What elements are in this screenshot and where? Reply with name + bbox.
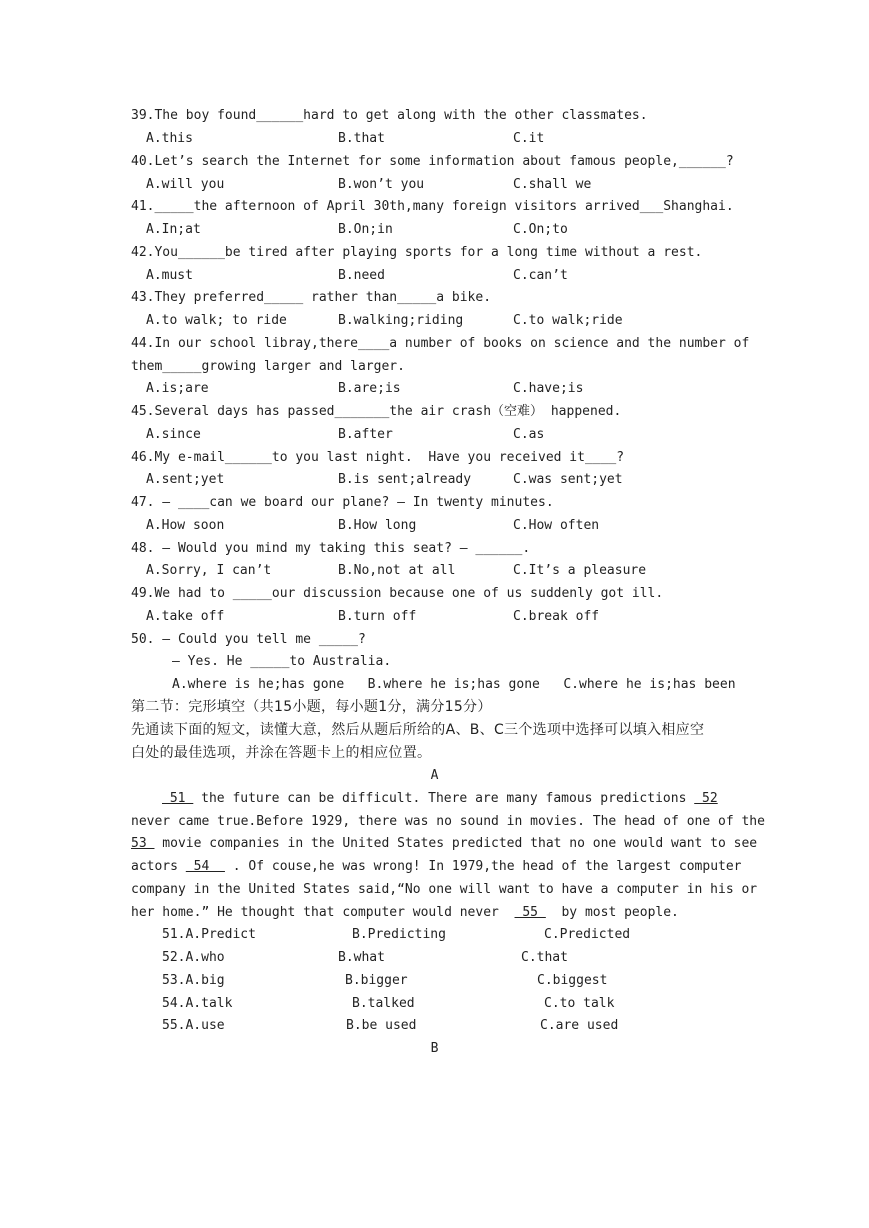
cloze-54-option-a: 54.A.talk bbox=[162, 996, 233, 1011]
cloze-53-option-a: 53.A.big bbox=[162, 973, 225, 988]
q43-option-a: A.to walk; to ride bbox=[146, 313, 287, 328]
q48-option-b: B.No,not at all bbox=[338, 563, 456, 578]
q49-option-a: A.take off bbox=[146, 609, 225, 624]
q46-option-b: B.is sent;already bbox=[338, 472, 472, 487]
question-50-options: A.where is he;has gone B.where he is;has gone C.where he is;has been bbox=[172, 677, 736, 692]
q45-option-c: C.as bbox=[513, 427, 545, 442]
section-2-instruction-line2: 白处的最佳选项，并涂在答题卡上的相应位置。 bbox=[131, 745, 432, 761]
cloze-52-option-b: B.what bbox=[338, 950, 385, 965]
q48-option-a: A.Sorry, I can’t bbox=[146, 563, 272, 578]
q42-option-c: C.can’t bbox=[513, 268, 568, 283]
question-46-stem: 46.My e-mail______to you last night. Have you received it____? bbox=[131, 450, 625, 465]
question-41-stem: 41._____the afternoon of April 30th,many foreign visitors arrived___Shanghai. bbox=[131, 199, 734, 214]
blank-52: 52 bbox=[694, 791, 718, 806]
question-40-stem: 40.Let’s search the Internet for some information about famous people,______? bbox=[131, 154, 734, 169]
q40-option-c: C.shall we bbox=[513, 177, 592, 192]
question-39-stem: 39.The boy found______hard to get along with the other classmates. bbox=[131, 108, 648, 123]
passage-a-line-2: never came true.Before 1929, there was no sound in movies. The head of one of the bbox=[131, 814, 765, 829]
question-48-stem: 48. — Would you mind my taking this seat? — ______. bbox=[131, 541, 531, 556]
passage-a-line-1 bbox=[162, 791, 718, 807]
passage-a-line-4 bbox=[131, 859, 742, 875]
section-2-heading: 第二节：完形填空（共15小题，每小题1分，满分15分） bbox=[131, 699, 492, 715]
q43-option-c: C.to walk;ride bbox=[513, 313, 623, 328]
q44-option-c: C.have;is bbox=[513, 381, 584, 396]
question-49-stem: 49.We had to _____our discussion because one of us suddenly got ill. bbox=[131, 586, 664, 601]
q42-option-b: B.need bbox=[338, 268, 385, 283]
q48-option-c: C.It’s a pleasure bbox=[513, 563, 647, 578]
cloze-55-option-b: B.be used bbox=[346, 1018, 417, 1033]
question-44-stem: 44.In our school libray,there____a number of books on science and the number of bbox=[131, 336, 750, 351]
blank-51: 51 bbox=[162, 791, 194, 806]
cloze-52-option-c: C.that bbox=[521, 950, 568, 965]
passage-a-line-6 bbox=[131, 905, 679, 921]
question-47-stem: 47. — ____can we board our plane? — In twenty minutes. bbox=[131, 495, 554, 510]
cloze-54-option-c: C.to talk bbox=[544, 996, 615, 1011]
q46-option-a: A.sent;yet bbox=[146, 472, 225, 487]
q41-option-c: C.On;to bbox=[513, 222, 568, 237]
passage-a-text: . Of couse,he was wrong! In 1979,the head of the largest computer bbox=[224, 859, 742, 874]
q45-option-b: B.after bbox=[338, 427, 393, 442]
question-45-stem: 45.Several days has passed_______the air crash（空难） happened. bbox=[131, 404, 622, 419]
passage-a-text: movie companies in the United States predicted that no one would want to see bbox=[154, 836, 758, 851]
passage-a-line-5: company in the United States said,“No one will want to have a computer in his or bbox=[131, 882, 758, 897]
question-43-stem: 43.They preferred_____ rather than_____a bike. bbox=[131, 290, 492, 305]
cloze-52-option-a: 52.A.who bbox=[162, 950, 225, 965]
question-50-reply: — Yes. He _____to Australia. bbox=[172, 654, 392, 669]
blank-53: 53 bbox=[131, 836, 155, 851]
q42-option-a: A.must bbox=[146, 268, 193, 283]
question-50-stem: 50. — Could you tell me _____? bbox=[131, 632, 366, 647]
q40-option-a: A.will you bbox=[146, 177, 225, 192]
cloze-53-option-b: B.bigger bbox=[345, 973, 408, 988]
passage-a-text: the future can be difficult. There are many famous predictions bbox=[193, 791, 695, 806]
section-2-instruction-line1: 先通读下面的短文，读懂大意，然后从题后所给的A、B、C三个选项中选择可以填入相应空 bbox=[131, 722, 705, 738]
question-44-stem-continued: them_____growing larger and larger. bbox=[131, 359, 405, 374]
cloze-51-option-a: 51.A.Predict bbox=[162, 927, 256, 942]
q44-option-a: A.is;are bbox=[146, 381, 209, 396]
cloze-55-option-c: C.are used bbox=[540, 1018, 619, 1033]
q45-option-a: A.since bbox=[146, 427, 201, 442]
cloze-54-option-b: B.talked bbox=[352, 996, 415, 1011]
q49-option-b: B.turn off bbox=[338, 609, 417, 624]
passage-a-label: A bbox=[430, 768, 439, 783]
q43-option-b: B.walking;riding bbox=[338, 313, 464, 328]
q44-option-b: B.are;is bbox=[338, 381, 401, 396]
passage-a-text: actors bbox=[131, 859, 186, 874]
passage-a-text: her home.” He thought that computer would never bbox=[131, 905, 515, 920]
q39-option-a: A.this bbox=[146, 131, 193, 146]
q40-option-b: B.won’t you bbox=[338, 177, 425, 192]
passage-b-label: B bbox=[430, 1041, 439, 1056]
q39-option-c: C.it bbox=[513, 131, 545, 146]
q49-option-c: C.break off bbox=[513, 609, 600, 624]
cloze-51-option-c: C.Predicted bbox=[544, 927, 631, 942]
q46-option-c: C.was sent;yet bbox=[513, 472, 623, 487]
cloze-51-option-b: B.Predicting bbox=[352, 927, 446, 942]
q47-option-c: C.How often bbox=[513, 518, 600, 533]
cloze-53-option-c: C.biggest bbox=[537, 973, 608, 988]
passage-a-text: by most people. bbox=[545, 905, 679, 920]
q47-option-b: B.How long bbox=[338, 518, 417, 533]
q39-option-b: B.that bbox=[338, 131, 385, 146]
blank-54: 54 bbox=[185, 859, 225, 874]
question-42-stem: 42.You______be tired after playing sports for a long time without a rest. bbox=[131, 245, 703, 260]
passage-a-line-3 bbox=[131, 836, 757, 852]
q41-option-b: B.On;in bbox=[338, 222, 393, 237]
q47-option-a: A.How soon bbox=[146, 518, 225, 533]
cloze-55-option-a: 55.A.use bbox=[162, 1018, 225, 1033]
blank-55: 55 bbox=[514, 905, 546, 920]
q41-option-a: A.In;at bbox=[146, 222, 201, 237]
